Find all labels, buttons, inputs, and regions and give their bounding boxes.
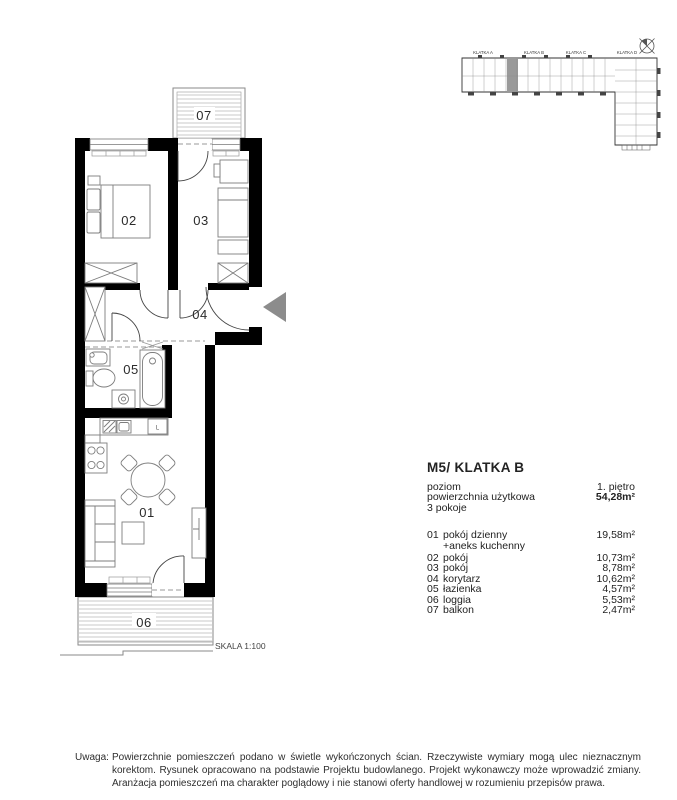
door-entrance	[206, 287, 249, 330]
apartment-info-panel	[427, 460, 635, 615]
disclaimer	[75, 751, 641, 790]
sofa	[85, 500, 115, 567]
door-room-02	[140, 290, 168, 318]
room-row-07: 07 balkon 2,47m²	[427, 604, 635, 617]
room-label-02: 02	[121, 213, 137, 228]
furniture-room-03	[214, 160, 248, 283]
room-label-01: 01	[139, 505, 155, 520]
klatka-b-label: KLATKA B	[524, 50, 544, 55]
disclaimer-text: Powierzchnie pomieszczeń podano w świetle wykończonych ścian. Rzeczywiste wymiary mogą ulec nieznacznym korektom. Rysunek opracowano na podstawie Projektu budowlanego. Projekt wykonawczy może wprowadzić zmiany. Aranżacja pomieszczeń ma charakter poglądowy i nie stanowi oferty handlowej w rozumieniu przepisów prawa.	[112, 752, 641, 789]
dashed-lines	[85, 341, 205, 347]
ground-line	[60, 651, 213, 655]
furniture-corridor-04	[85, 287, 105, 341]
room-label-06: 06	[136, 615, 152, 630]
apartment-plan	[60, 88, 286, 655]
klatka-d-label: KLATKA D	[616, 50, 638, 55]
apartment-title: M5/ KLATKA B	[427, 460, 525, 475]
highlighted-unit	[507, 59, 518, 91]
washbasin	[86, 349, 110, 366]
sink-drainer	[103, 421, 116, 434]
room-row-01b: +aneks kuchenny	[443, 539, 526, 552]
balcony-door-opening	[178, 139, 212, 150]
toilet	[86, 369, 115, 387]
window-room-01	[107, 584, 152, 596]
loggia-door-opening	[152, 584, 184, 596]
room-row-06: 06 loggia 5,53m²	[427, 593, 635, 606]
entrance-arrow-icon	[263, 292, 286, 322]
window-room-02	[90, 139, 148, 150]
level-label: poziom	[427, 481, 461, 493]
dining-table	[120, 454, 176, 506]
usable-area-label: powierzchnia użytkowa	[427, 491, 535, 504]
door-bathroom	[112, 313, 140, 341]
klatka-a-label: KLATKA A	[473, 50, 493, 55]
compass-icon	[640, 39, 655, 54]
washing-machine	[112, 390, 135, 408]
stove	[85, 443, 107, 473]
entrance-opening	[249, 287, 262, 327]
scale-label: SKALA 1:100	[215, 641, 266, 651]
room-row-01: 01 pokój dzienny 19,58m²	[427, 529, 635, 542]
bathtub	[140, 342, 165, 408]
rooms-count-row	[427, 503, 635, 513]
building-outline	[462, 58, 657, 145]
room-list	[427, 530, 635, 615]
room-row-05: 05 łazienka 4,57m²	[427, 583, 635, 596]
room-row-04: 04 korytarz 10,62m²	[427, 572, 635, 585]
fridge-label: L	[155, 425, 160, 432]
level-value: 1. piętro	[597, 481, 635, 493]
building-entry-strip	[622, 145, 650, 150]
window-room-03	[212, 139, 240, 150]
room-row-03: 03 pokój 8,78m²	[427, 562, 635, 575]
room-label-04: 04	[192, 307, 208, 322]
furniture-room-02	[85, 176, 150, 283]
coffee-table	[122, 522, 144, 544]
sink	[117, 421, 131, 434]
klatka-labels	[473, 50, 637, 55]
rooms-count: 3 pokoje	[427, 501, 467, 514]
door-balcony	[178, 151, 208, 181]
building-overview	[462, 39, 661, 151]
tv-cabinet	[192, 508, 206, 558]
room-row-02: 02 pokój 10,73m²	[427, 552, 635, 565]
door-loggia	[153, 556, 184, 583]
room-label-07: 07	[196, 108, 212, 123]
room-label-03: 03	[193, 213, 209, 228]
disclaimer-label: Uwaga:	[75, 752, 109, 763]
room-label-05: 05	[123, 362, 139, 377]
klatka-c-label: KLATKA C	[565, 50, 587, 55]
usable-area-value: 54,28m²	[595, 491, 635, 504]
